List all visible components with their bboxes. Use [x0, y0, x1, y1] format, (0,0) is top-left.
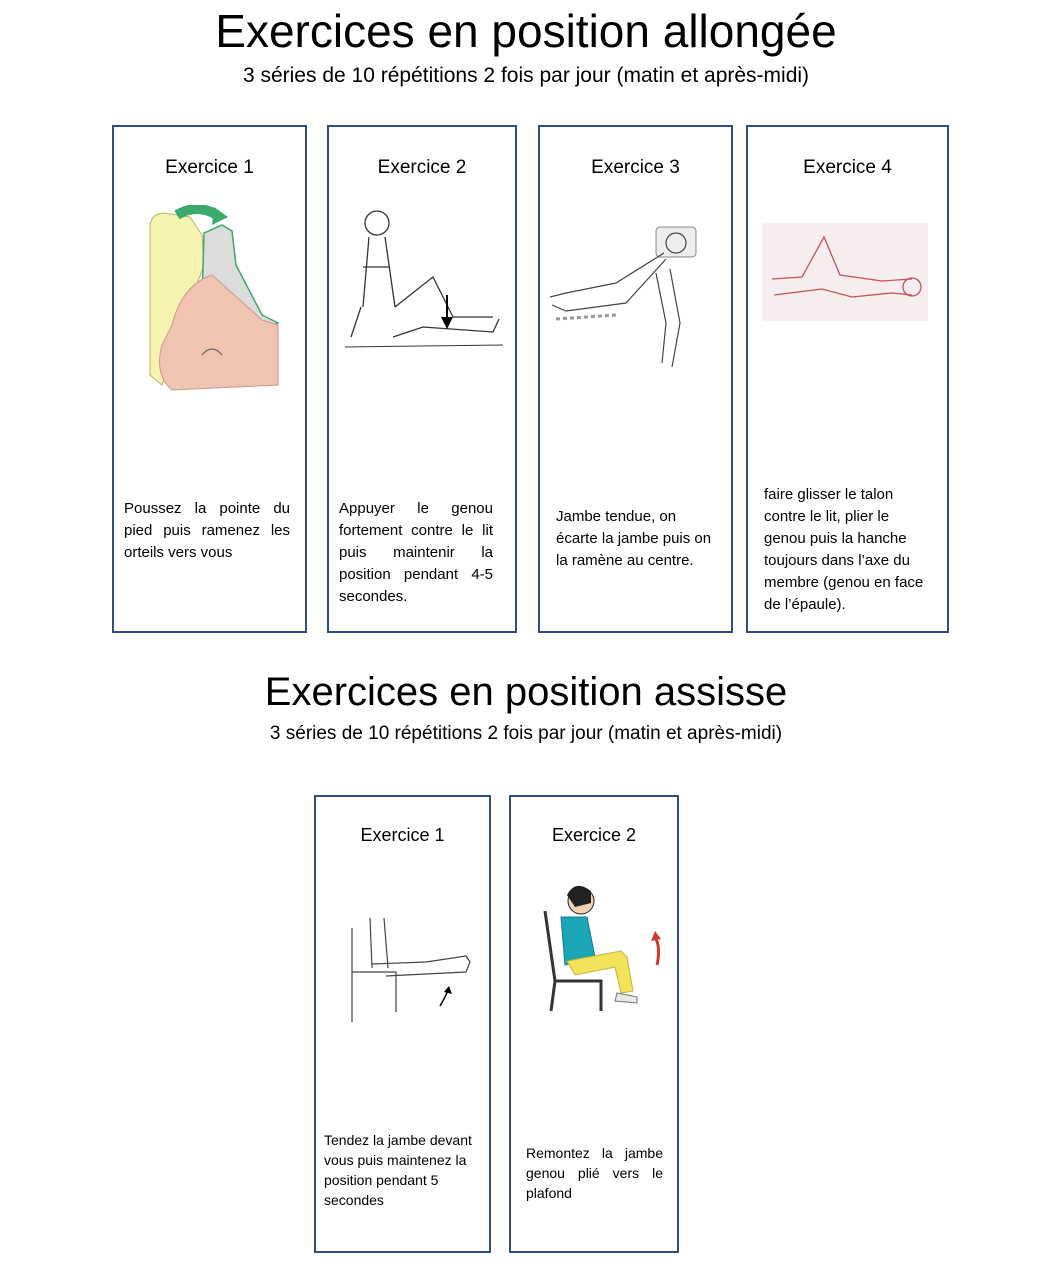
lying-exercise-1-card [112, 125, 307, 633]
foot-flexion-illustration [142, 205, 308, 397]
seated-exercise-2-card [509, 795, 679, 1253]
seated-exercise-2-label: Exercice 2 [551, 825, 637, 845]
knee-press-illustration [343, 207, 507, 353]
seated-section-subtitle: 3 séries de 10 répétitions 2 fois par jour (matin et après-midi) [269, 723, 783, 744]
seated-exercise-1-label: Exercice 1 [360, 825, 445, 845]
lying-section-title: Exercices en position allongée [215, 5, 837, 57]
lying-exercise-2-card [327, 125, 517, 633]
lying-exercise-1-label: Exercice 1 [165, 157, 254, 178]
lying-exercise-3-text: Jambe tendue, on écarte la jambe puis on la ramène au centre. [556, 508, 712, 569]
heel-slide-illustration [762, 223, 928, 321]
lying-exercise-3-label: Exercice 3 [591, 157, 680, 178]
seated-exercise-1-card [314, 795, 491, 1253]
lying-exercise-4-text: faire glisser le talon contre le lit, plier le genou puis la hanche toujours dans l’axe du membre (genou en face de l’épaule). [764, 486, 924, 613]
lying-exercise-4-label: Exercice 4 [803, 157, 892, 178]
seated-exercise-2-text: Remontez la jambe genou plié vers le plafond [526, 1145, 663, 1201]
lying-exercise-3-card [538, 125, 733, 633]
seated-section-title: Exercices en position assisse [264, 670, 788, 714]
seated-exercise-1-text: Tendez la jambe devant vous puis maintenez la position pendant 5 secondes [324, 1132, 472, 1208]
knee-raise-illustration [541, 881, 671, 1017]
leg-extension-illustration [346, 912, 476, 1028]
leg-abduction-illustration [546, 223, 726, 373]
lying-exercise-2-label: Exercice 2 [377, 157, 467, 178]
lying-exercise-2-text: Appuyer le genou fortement contre le lit puis maintenir la position pendant 4-5 secondes. [339, 500, 493, 605]
lying-exercise-1-text: Poussez la pointe du pied puis ramenez les orteils vers vous [124, 500, 290, 561]
lying-section-subtitle: 3 séries de 10 répétitions 2 fois par jour (matin et après-midi) [242, 64, 810, 87]
lying-exercise-4-card [746, 125, 949, 633]
